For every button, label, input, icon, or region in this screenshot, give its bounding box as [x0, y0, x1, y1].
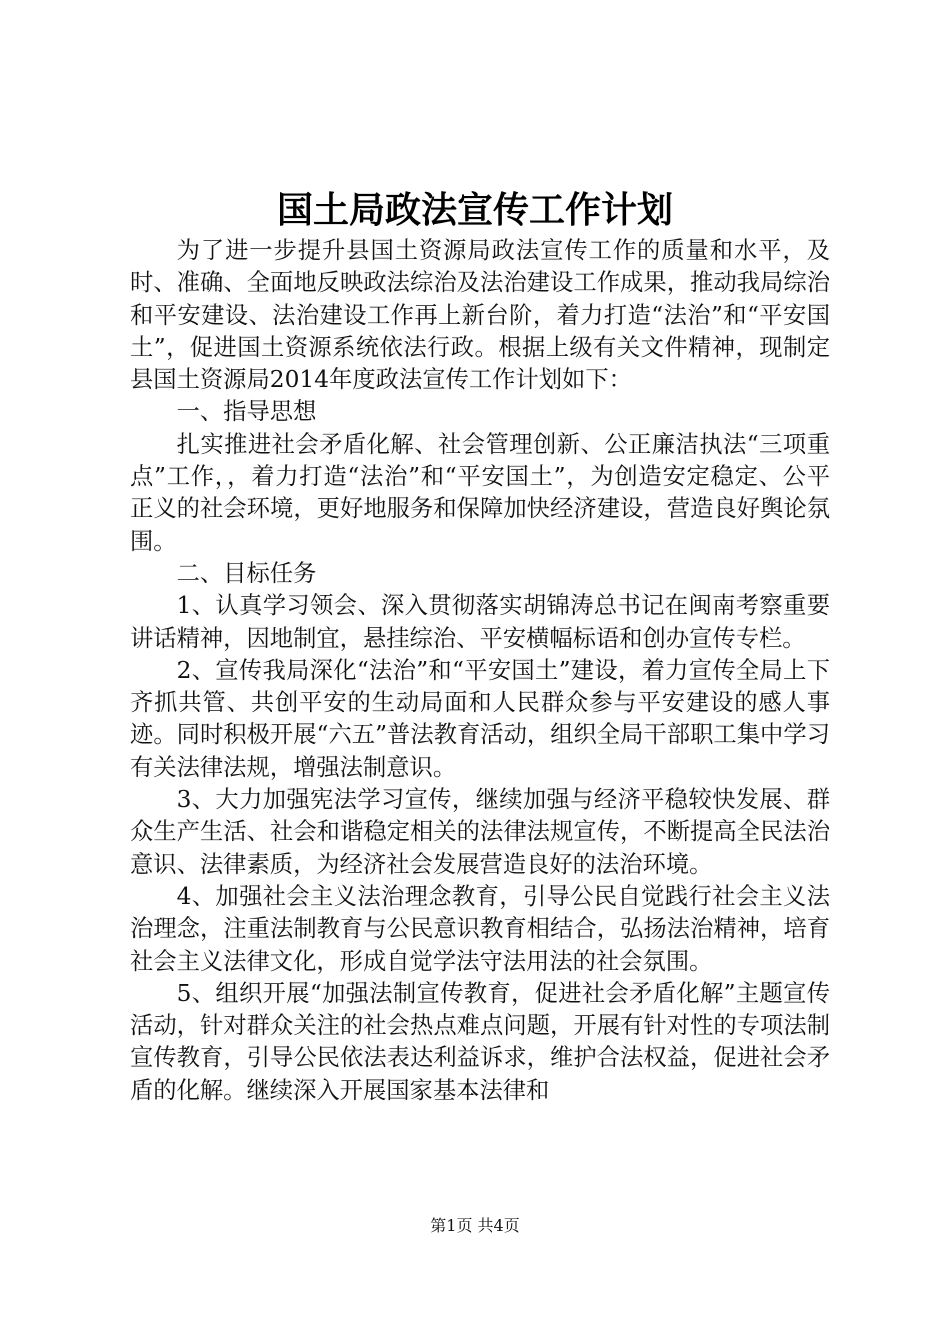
document-body — [130, 235, 830, 1107]
page-number-footer: 第1页 共4页 — [430, 1216, 520, 1235]
paragraph-intro: 为了进一步提升县国土资源局政法宣传工作的质量和水平，及时、准确、全面地反映政法综治及法治建设工作成果，推动我局综治和平安建设、法治建设工作再上新台阶，着力打造“法治”和“平安国土”，促进国土资源系统依法行政。根据上级有关文件精神，现制定县国土资源局2014年度政法宣传工作计划如下： — [130, 237, 830, 394]
section-heading-guiding-thought: 一、指导思想 — [176, 398, 317, 426]
document-title: 国土局政法宣传工作计划 — [276, 189, 673, 231]
section-heading-goals: 二、目标任务 — [176, 559, 317, 587]
paragraph-guiding-thought: 扎实推进社会矛盾化解、社会管理创新、公正廉洁执法“三项重点”工作，，着力打造“法治”和“平安国土”，为创造安定稳定、公平正义的社会环境，更好地服务和保障加快经济建设，营造良好舆论氛围。 — [130, 430, 830, 555]
paragraph-task-1: 1、认真学习领会、深入贯彻落实胡锦涛总书记在闽南考察重要讲话精神，因地制宜，悬挂综治、平安横幅标语和创办宣传专栏。 — [130, 592, 830, 652]
paragraph-task-3: 3、大力加强宪法学习宣传，继续加强与经济平稳较快发展、群众生产生活、社会和谐稳定相关的法律法规宣传，不断提高全民法治意识、法律素质，为经济社会发展营造良好的法治环境。 — [130, 786, 830, 878]
paragraph-task-2: 2、宣传我局深化“法治”和“平安国土”建设，着力宣传全局上下齐抓共管、共创平安的生动局面和人民群众参与平安建设的感人事迹。同时积极开展“六五”普法教育活动，组织全局干部职工集中学习有关法律法规，增强法制意识。 — [130, 656, 830, 781]
paragraph-task-5: 5、组织开展“加强法制宣传教育，促进社会矛盾化解”主题宣传活动，针对群众关注的社会热点难点问题，开展有针对性的专项法制宣传教育，引导公民依法表达利益诉求，维护合法权益，促进社会矛盾的化解。继续深入开展国家基本法律和 — [130, 979, 830, 1104]
paragraph-task-4: 4、加强社会主义法治理念教育，引导公民自觉践行社会主义法治理念，注重法制教育与公民意识教育相结合，弘扬法治精神，培育社会主义法律文化，形成自觉学法守法用法的社会氛围。 — [130, 882, 830, 975]
